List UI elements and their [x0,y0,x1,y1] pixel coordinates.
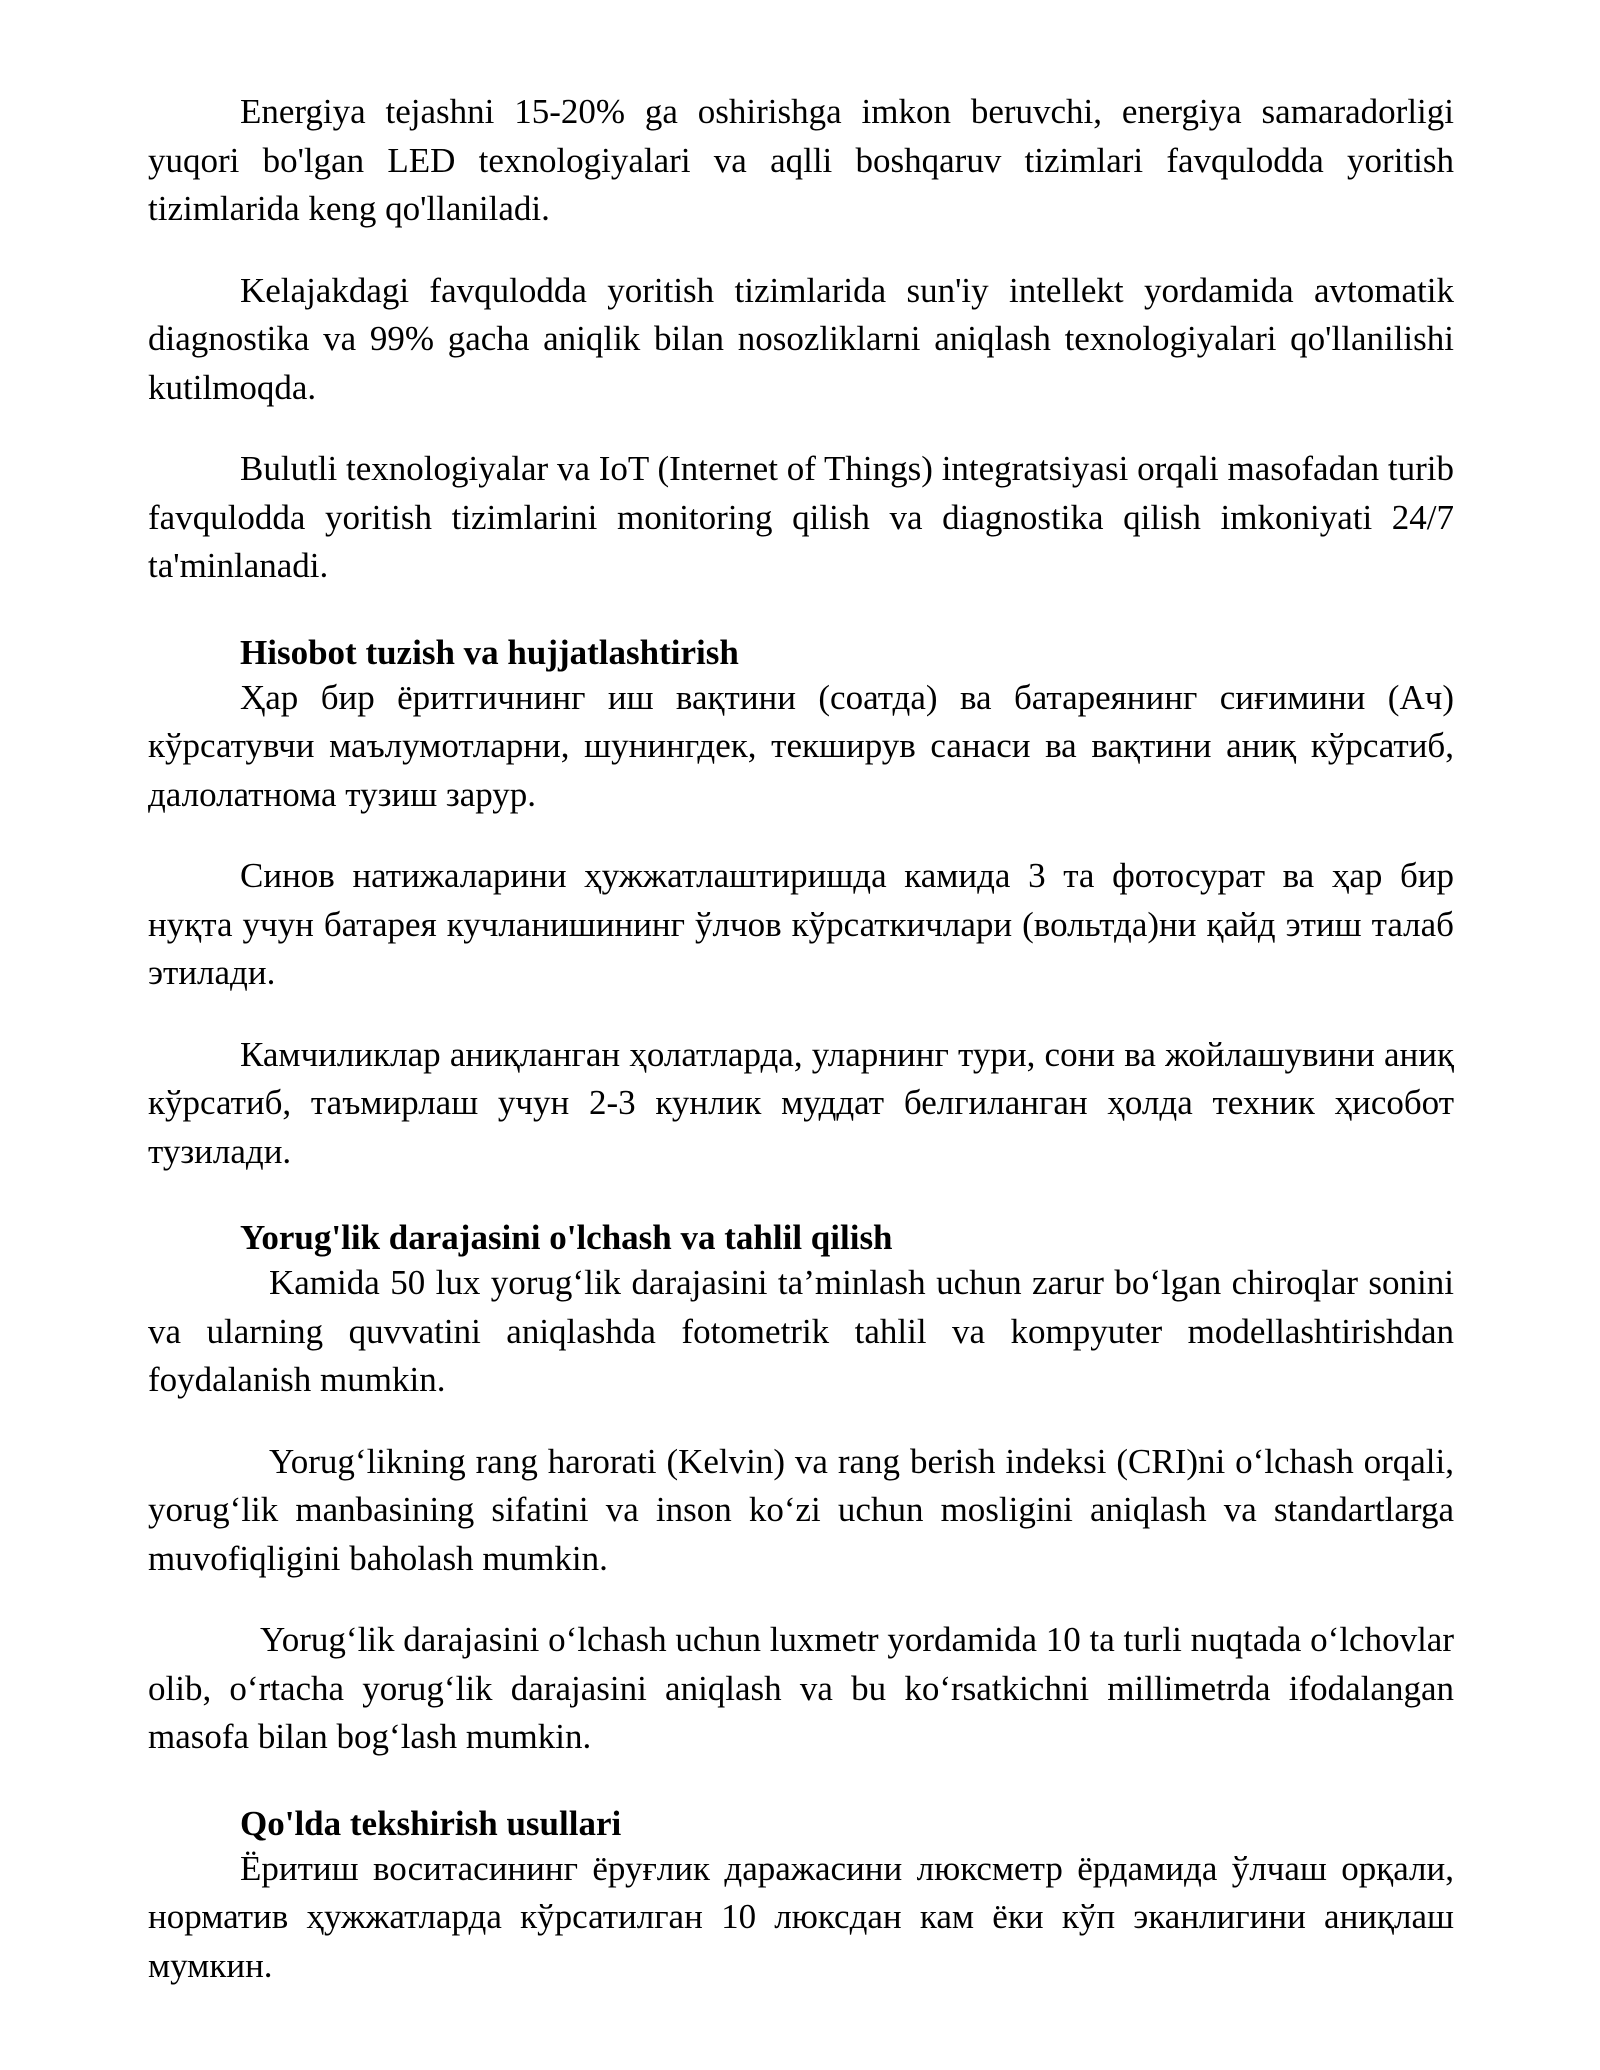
section-heading: Qo'lda tekshirish usullari [240,1803,622,1843]
paragraph: Ёритиш воситасининг ёруғлик даражасини люксметр ёрдамида ўлчаш орқали, норматив ҳужжатларда кўрсатилган 10 люксдан кам ёки кўп эканлигини аниқлаш мумкин. [148,1848,1454,1985]
paragraph: Energiya tejashni 15-20% ga oshirishga imkon beruvchi, energiya samaradorligi yuqori bo'lgan LED texnologiyalari va aqlli boshqaruv tizimlari favqulodda yoritish tizimlarida keng qo'llaniladi. [148,92,1454,228]
paragraph: Yorug‘likning rang harorati (Kelvin) va rang berish indeksi (CRI)ni o‘lchash orqali, yorug‘lik manbasining sifatini va inson ko‘zi uchun mosligini aniqlash va standartlarga muvofiqligini baholash mumkin. [148,1441,1454,1578]
document-page [148,88,1454,2023]
paragraph: Bulutli texnologiyalar va IoT (Internet of Things) integratsiyasi orqali masofadan turib favqulodda yoritish tizimlarini monitoring qilish va diagnostika qilish imkoniyati 24/7 ta'minlanadi. [148,449,1454,585]
section-heading: Yorug'lik darajasini o'lchash va tahlil qilish [240,1218,893,1257]
section-heading: Hisobot tuzish va hujjatlashtirish [240,632,739,672]
paragraph: Kelajakdagi favqulodda yoritish tizimlarida sun'iy intellekt yordamida avtomatik diagnostika va 99% gacha aniqlik bilan nosozliklarni aniqlash texnologiyalari qo'llanilishi kutilmoqda. [148,270,1454,407]
paragraph: Yorug‘lik darajasini o‘lchash uchun luxmetr yordamida 10 ta turli nuqtada o‘lchovlar olib, o‘rtacha yorug‘lik darajasini aniqlash va bu ko‘rsatkichni millimetrda ifodalangan masofa bilan bog‘lash mumkin. [148,1620,1454,1756]
paragraph: Kamida 50 lux yorug‘lik darajasini ta’minlash uchun zarur bo‘lgan chiroqlar sonini va ularning quvvatini aniqlashda fotometrik tahlil va kompyuter modellashtirishdan foydalanish mumkin. [148,1263,1454,1399]
paragraph: Камчиликлар аниқланган ҳолатларда, уларнинг тури, сони ва жойлашувини аниқ кўрсатиб, таъмирлаш учун 2-3 кунлик муддат белгиланган ҳолда техник ҳисобот тузилади. [148,1034,1454,1171]
paragraph: Ҳар бир ёритгичнинг иш вақтини (соатда) ва батареянинг сиғимини (Ач) кўрсатувчи маълумотларни, шунингдек, текширув санаси ва вақтини аниқ кўрсатиб, далолатнома тузиш зарур. [148,677,1454,814]
paragraph: Синов натижаларини ҳужжатлаштиришда камида 3 та фотосурат ва ҳар бир нуқта учун батарея кучланишининг ўлчов кўрсаткичлари (вольтда)ни қайд этиш талаб этилади. [148,856,1454,992]
